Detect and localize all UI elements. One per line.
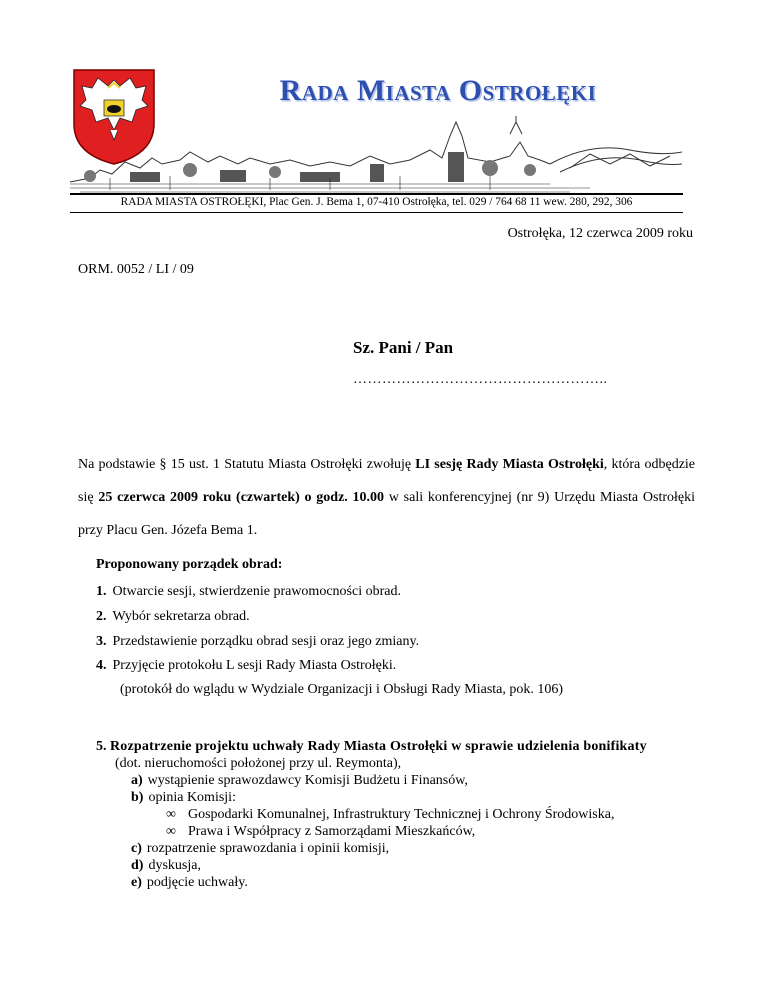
sub-item-text: dyskusja, xyxy=(148,858,201,873)
agenda-item xyxy=(96,584,401,600)
sub-item-text: rozpatrzenie sprawozdania i opinii komisji, xyxy=(146,841,390,856)
sub-item-text: podjęcie uchwały. xyxy=(146,875,248,890)
reference-number: ORM. 0052 / LI / 09 xyxy=(78,262,194,277)
sub-item-letter: b) xyxy=(131,790,144,805)
sub-item xyxy=(131,790,236,806)
session-datetime: 25 czerwca 2009 roku (czwartek) o godz. 10.00 xyxy=(98,490,385,505)
sub-item-text: wystąpienie sprawozdawcy Komisji Budżetu i Finansów, xyxy=(147,773,468,788)
infinity-bullet-icon: ∞ xyxy=(166,824,176,839)
agenda-item-number: 4. xyxy=(96,658,107,673)
sub-item-letter: a) xyxy=(131,773,143,788)
agenda-item xyxy=(96,609,250,625)
agenda-item-number: 1. xyxy=(96,584,107,599)
committee-bullet xyxy=(166,824,475,840)
committee-name: Prawa i Współpracy z Samorządami Mieszkańców, xyxy=(188,824,476,839)
agenda-item-5-title: Rozpatrzenie projektu uchwały Rady Miasta Ostrołęki w sprawie udzielenia bonifikaty xyxy=(110,739,647,754)
agenda-item-text: Przyjęcie protokołu L sesji Rady Miasta Ostrołęki. xyxy=(112,658,397,673)
agenda-item-5-detail: (dot. nieruchomości położonej przy ul. Reymonta), xyxy=(115,756,402,771)
recipient-placeholder: …………………………………………….. xyxy=(353,372,608,387)
agenda-item-text: Przedstawienie porządku obrad sesji oraz jego zmiany. xyxy=(112,634,420,649)
body-text-3: w sali konferencyjnej (nr 9) Urzędu Miasta Ostrołęki przy Placu Gen. Józefa Bema 1. xyxy=(78,490,696,538)
agenda-item-number: 2. xyxy=(96,609,107,624)
agenda-item-number: 5. xyxy=(96,739,107,754)
sub-item xyxy=(131,858,201,874)
agenda-item xyxy=(96,658,396,674)
agenda-item-text: Wybór sekretarza obrad. xyxy=(112,609,250,624)
sub-item-letter: c) xyxy=(131,841,142,856)
agenda-item-note: (protokół do wglądu w Wydziale Organizacji i Obsługi Rady Miasta, pok. 106) xyxy=(120,682,564,697)
letter-date: Ostrołęka, 12 czerwca 2009 roku xyxy=(507,226,693,241)
agenda-item-text: Otwarcie sesji, stwierdzenie prawomocności obrad. xyxy=(112,584,401,599)
body-text-2: , która odbędzie się xyxy=(78,457,696,505)
agenda-item-number: 3. xyxy=(96,634,107,649)
letter-body xyxy=(78,448,695,547)
agenda-heading: Proponowany porządek obrad: xyxy=(96,557,283,572)
council-address: RADA MIASTA OSTROŁĘKI, Plac Gen. J. Bema 1, 07-410 Ostrołęka, tel. 029 / 764 68 11 wew. 280, 292, 306 xyxy=(120,196,633,208)
sub-item xyxy=(131,875,248,891)
body-text-1: Na podstawie § 15 ust. 1 Statutu Miasta Ostrołęki zwołuję xyxy=(78,457,416,472)
agenda-item xyxy=(96,634,419,650)
session-name: LI sesję Rady Miasta Ostrołęki xyxy=(415,457,604,472)
sub-item-letter: d) xyxy=(131,858,144,873)
address-divider xyxy=(70,212,683,213)
salutation: Sz. Pani / Pan xyxy=(353,338,454,357)
committee-bullet xyxy=(166,807,614,823)
sub-item-text: opinia Komisji: xyxy=(148,790,236,805)
committee-name: Gospodarki Komunalnej, Infrastruktury Technicznej i Ochrony Środowiska, xyxy=(188,807,615,822)
infinity-bullet-icon: ∞ xyxy=(166,807,176,822)
sub-item xyxy=(131,841,389,857)
header-divider xyxy=(70,193,683,195)
agenda-item-5 xyxy=(96,738,708,755)
city-skyline-illustration xyxy=(70,112,682,194)
sub-item xyxy=(131,773,468,789)
council-title: Rada Miasta Ostrołęki xyxy=(279,74,597,107)
sub-item-letter: e) xyxy=(131,875,142,890)
